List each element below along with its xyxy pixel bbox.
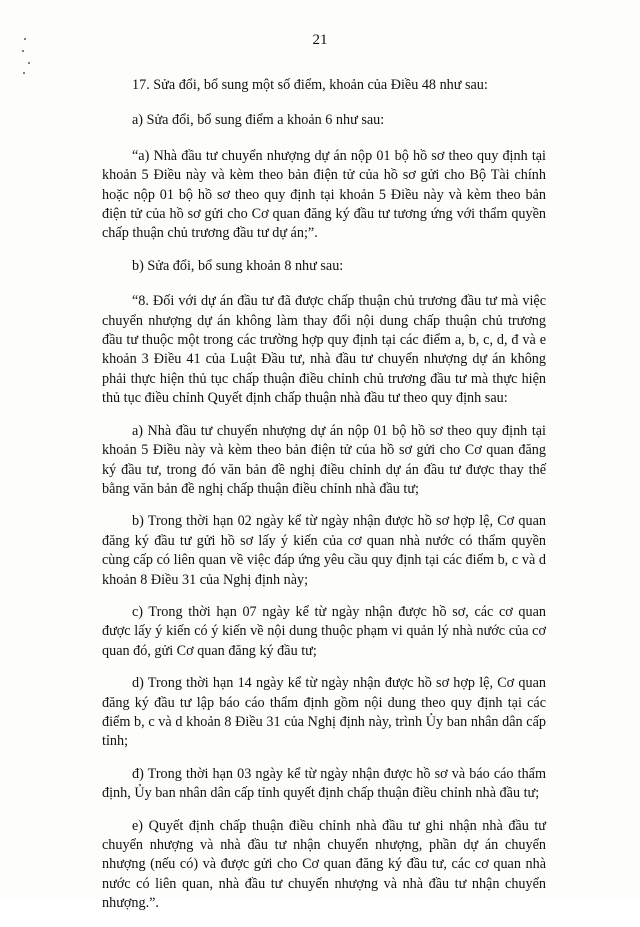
document-body	[102, 76, 546, 927]
clause-8-point-c: c) Trong thời hạn 07 ngày kể từ ngày nhận được hồ sơ, các cơ quan được lấy ý kiến có ý kiến về nội dung thuộc phạm vi quản lý nhà nước của cơ quan đó, gửi Cơ quan đăng ký đầu tư;	[102, 603, 546, 659]
clause-8-point-b: b) Trong thời hạn 02 ngày kể từ ngày nhận được hồ sơ hợp lệ, Cơ quan đăng ký đầu tư gửi hồ sơ lấy ý kiến của cơ quan nhà nước có thẩm quyền cùng cấp có liên quan về việc đáp ứng yêu cầu quy định tại các điểm b, c và d khoản 8 Điều 31 của Nghị định này;	[102, 513, 546, 588]
quoted-clause-8: “8. Đối với dự án đầu tư đã được chấp thuận chủ trương đầu tư mà việc chuyển nhượng dự án không làm thay đổi nội dung chấp thuận chủ trương đầu tư thuộc một trong các trường hợp quy định tại các điểm a, b, c, d, đ và e khoản 3 Điều 41 của Luật Đầu tư, nhà đầu tư chuyển nhượng dự án không phải thực hiện thủ tục chấp thuận điều chỉnh chủ trương đầu tư mà thực hiện thủ tục điều chỉnh Quyết định chấp thuận nhà đầu tư theo quy định sau:	[102, 293, 546, 407]
scan-speck	[28, 62, 30, 64]
scan-speck	[22, 50, 24, 52]
subsection-heading-b: b) Sửa đổi, bổ sung khoản 8 như sau:	[132, 257, 344, 274]
clause-8-point-e: e) Quyết định chấp thuận điều chỉnh nhà đầu tư ghi nhận nhà đầu tư chuyển nhượng và nhà đầu tư nhận chuyển nhượng, phần dự án chuyển nhượng (nếu có) và được gửi cho Cơ quan đăng ký đầu tư, các cơ quan nhà nước có liên quan, nhà đầu tư chuyển nhượng và nhà đầu tư nhận chuyển nhượng.”.	[102, 817, 546, 912]
section-heading: 17. Sửa đổi, bổ sung một số điểm, khoản của Điều 48 như sau:	[132, 77, 488, 93]
page-number: 21	[312, 32, 328, 48]
clause-8-point-dd: đ) Trong thời hạn 03 ngày kể từ ngày nhận được hồ sơ và báo cáo thẩm định, Ủy ban nhân dân cấp tỉnh quyết định chấp thuận điều chỉnh nhà đầu tư;	[102, 765, 546, 802]
clause-8-point-a: a) Nhà đầu tư chuyển nhượng dự án nộp 01 bộ hồ sơ theo quy định tại khoản 5 Điều này và kèm theo bản điện tử của hồ sơ gửi cho Cơ quan đăng ký đầu tư, trong đó văn bản đề nghị điều chỉnh dự án đầu tư được thay thế bằng văn bản đề nghị chấp thuận điều chỉnh nhà đầu tư;	[102, 422, 546, 497]
clause-8-point-d: d) Trong thời hạn 14 ngày kể từ ngày nhận được hồ sơ hợp lệ, Cơ quan đăng ký đầu tư lập báo cáo thẩm định gồm nội dung theo quy định tại các điểm b, c và d khoản 8 Điều 31 của Nghị định này, trình Ủy ban nhân dân cấp tỉnh;	[102, 675, 546, 750]
quoted-point-a: “a) Nhà đầu tư chuyển nhượng dự án nộp 01 bộ hồ sơ theo quy định tại khoản 5 Điều này và kèm theo bản điện tử của hồ sơ gửi cho Bộ Tài chính hoặc nộp 01 bộ hồ sơ theo quy định tại khoản 5 Điều này và kèm theo bản điện tử của hồ sơ gửi cho Cơ quan đăng ký đầu tư tương ứng với thẩm quyền chấp thuận chủ trương đầu tư dự án;”.	[102, 147, 546, 242]
subsection-heading-a: a) Sửa đổi, bổ sung điểm a khoản 6 như sau:	[132, 112, 385, 129]
scan-speck	[23, 72, 25, 74]
